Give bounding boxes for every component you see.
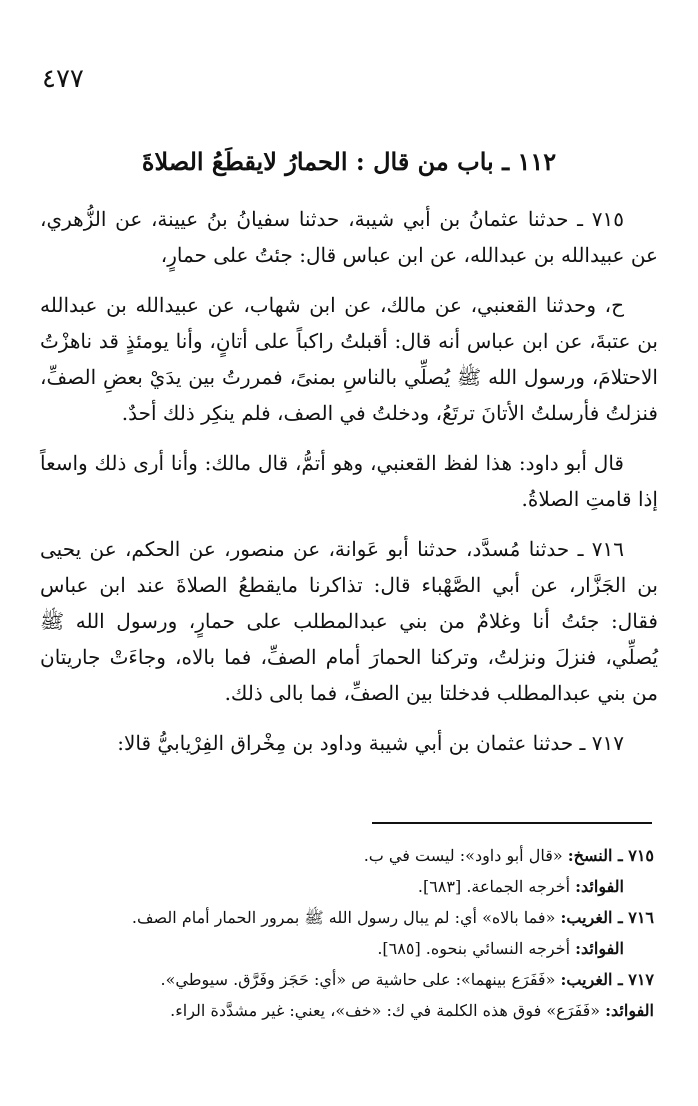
footnote-text: أخرجه الجماعة. [٦٨٣]. — [417, 877, 576, 896]
footnote-label: الفوائد: — [575, 877, 624, 896]
hadith-717-text: ٧١٧ ـ حدثنا عثمان بن أبي شيبة وداود بن مِخْراق الفِرْيابيُّ قالا: — [117, 730, 624, 755]
footnote-text: «قال أبو داود»: ليست في ب. — [363, 846, 568, 865]
hadith-715-second-chain — [40, 287, 658, 431]
footnote-716-benefits — [40, 933, 654, 964]
footnote-717-benefits — [40, 995, 654, 1026]
footnotes — [40, 840, 654, 1026]
hadith-715-text: ٧١٥ ـ حدثنا عثمانُ بن أبي شيبة، حدثنا سفيانُ بنُ عيينة، عن الزُّهري، عن عبيدالله بن عبدالله، عن ابن عباس قال: جئتُ على حمارٍ، — [40, 206, 658, 267]
chapter-title: ١١٢ ـ باب من قال : الحمارُ لايقطَعُ الصلاةَ — [141, 147, 557, 176]
abu-dawud-comment — [40, 445, 658, 517]
footnote-text: «فَفَرَع بينهما»: على حاشية ص «أي: حَجَز وفَرَّق. سيوطي». — [160, 970, 561, 989]
footnote-716-rare-words — [40, 902, 654, 933]
footnote-label: ٧١٥ ـ النسخ: — [567, 846, 654, 865]
main-text — [40, 135, 658, 775]
footnote-717-rare-words — [40, 964, 654, 995]
hadith-716 — [40, 531, 658, 711]
footnote-715-versions — [40, 840, 654, 871]
footnote-label: الفوائد: — [605, 1001, 654, 1020]
footnote-text: «فَفَرَع» فوق هذه الكلمة في ك: «خف»، يعني: غير مشدَّدة الراء. — [170, 1001, 606, 1020]
footnote-text: أخرجه النسائي بنحوه. [٦٨٥]. — [377, 939, 576, 958]
hadith-715-second-chain-text: ح، وحدثنا القعنبي، عن مالك، عن ابن شهاب، عن عبيدالله بن عبدالله بن عتبةَ، عن ابن عباس أنه قال: أقبلتُ راكباً على أتانٍ، وأنا يومئذٍ قد ناهزْتُ الاحتلامَ، ورسول الله ﷺ يُصلِّي بالناسِ بمنىً، فمررتُ بين يدَيْ بعضِ الصفِّ، فنزلتُ فأرسلتُ الأتانَ ترتَعُ، ودخلتُ في الصف، فلم ينكِر ذلك أحدٌ. — [40, 292, 658, 425]
hadith-716-text: ٧١٦ ـ حدثنا مُسدَّد، حدثنا أبو عَوانة، عن منصور، عن الحكم، عن يحيى بن الجَزَّار، عن أبي الصَّهْباء قال: تذاكرنا مايقطعُ الصلاةَ عند ابن عباس فقال: جئتُ أنا وغلامٌ من بني عبدالمطلب على حمارٍ، ورسول الله ﷺ يُصلِّي، فنزلَ ونزلتُ، وتركنا الحمارَ أمام الصفِّ، فما بالاه، وجاءَتْ جاريتان من بني عبدالمطلب فدخلتا بين الصفِّ، فما بالى ذلك. — [40, 536, 658, 705]
footnote-separator — [372, 822, 652, 824]
hadith-717 — [40, 725, 658, 761]
hadith-715 — [40, 201, 658, 273]
footnote-label: الفوائد: — [575, 939, 624, 958]
page-number: ٤٧٧ — [42, 64, 84, 94]
footnote-715-benefits — [40, 871, 654, 902]
abu-dawud-comment-text: قال أبو داود: هذا لفظ القعنبي، وهو أتمُّ، قال مالك: وأنا أرى ذلك واسعاً إذا قامتِ الصلاةُ. — [40, 450, 658, 511]
footnote-label: ٧١٦ ـ الغريب: — [560, 908, 654, 927]
footnote-text: «فما بالاه» أي: لم يبال رسول الله ﷺ بمرور الحمار أمام الصف. — [131, 908, 561, 927]
footnote-label: ٧١٧ ـ الغريب: — [560, 970, 654, 989]
